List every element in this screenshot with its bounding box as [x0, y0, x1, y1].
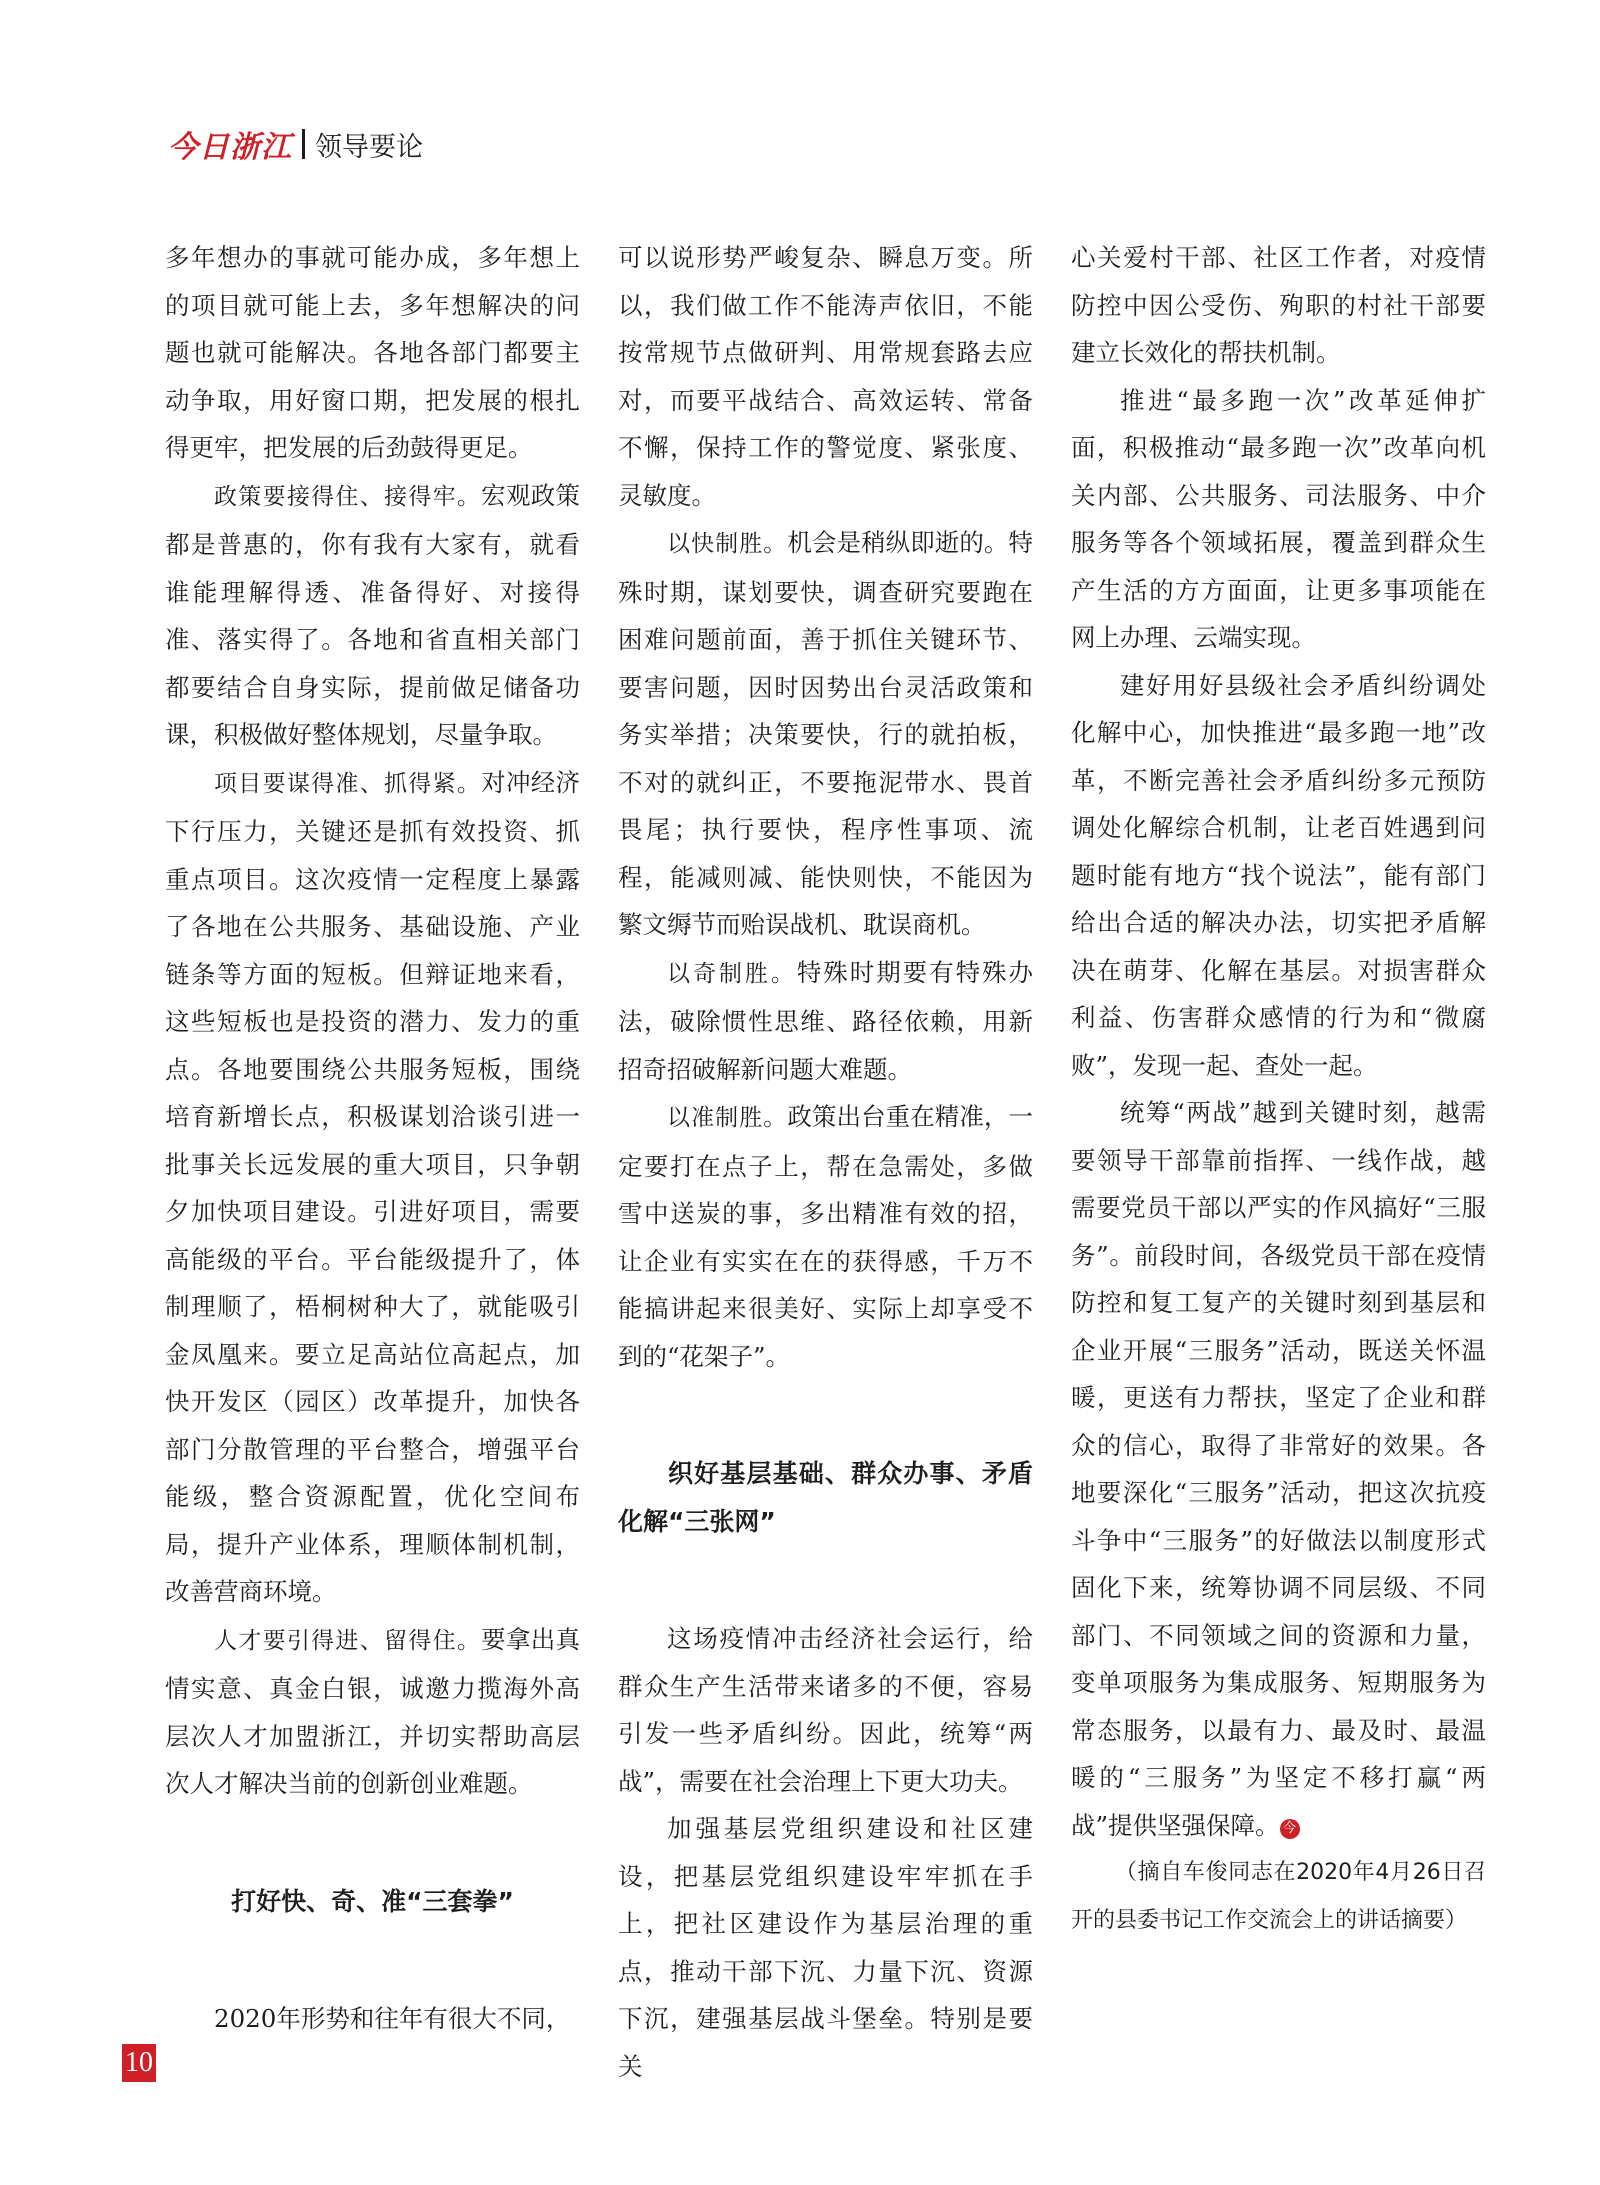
paragraph-lead: 政策要接得住、接得牢。	[214, 483, 482, 510]
masthead	[168, 124, 423, 164]
paragraph	[165, 759, 580, 1616]
source-note: （摘自车俊同志在2020年4月26日召开的县委书记工作交流会上的讲话摘要）	[1071, 1860, 1486, 1933]
paragraph	[165, 1616, 580, 1808]
paragraph-lead: 项目要谋得准、抓得紧。	[214, 770, 482, 797]
section-heading: 打好快、奇、准“三套拳”	[231, 1886, 514, 1916]
paragraph	[618, 519, 1033, 949]
article-column-3	[1071, 234, 1486, 1944]
paragraph: 这场疫情冲击经济社会运行，给群众生产生活带来诸多的不便，容易引发一些矛盾纠纷。因此，统筹“两战”，需要在社会治理上下更大功夫。	[618, 1624, 1033, 1796]
paragraph-body: 机会是稍纵即逝的。特殊时期，谋划要快，调查研究要跑在困难问题前面，善于抓住关键环节、要害问题，因时因势出台灵活政策和务实举措；决策要快，行的就拍板，不对的就纠正，不要拖泥带水、畏首畏尾；执行要快，程序性事项、流程，能减则减、能快则快，不能因为繁文缛节而贻误战机、耽误商机。	[618, 528, 1034, 939]
article-column-2	[618, 234, 1033, 2090]
paragraph: 建好用好县级社会矛盾纠纷调处化解中心，加快推进“最多跑一地”改革，不断完善社会矛盾纠纷多元预防调处化解综合机制，让老百姓遇到问题时能有地方“找个说法”，能有部门给出合适的解决办法，切实把矛盾解决在萌芽、化解在基层。对损害群众利益、伤害群众感情的行为和“微腐败”，发现一起、查处一起。	[1071, 670, 1486, 1080]
paragraph: 推进“最多跑一次”改革延伸扩面，积极推动“最多跑一次”改革向机关内部、公共服务、司法服务、中介服务等各个领域拓展，覆盖到群众生产生活的方方面面，让更多事项能在网上办理、云端实现。	[1071, 385, 1486, 652]
page-number: 10	[122, 2044, 156, 2082]
article-column-1	[165, 234, 580, 2043]
paragraph: 心关爱村干部、社区工作者，对疫情防控中因公受伤、殉职的村社干部要建立长效化的帮扶机制。	[1071, 243, 1486, 367]
magazine-logo: 今日浙江	[168, 130, 292, 165]
paragraph-body: 政策出台重在精准，一定要打在点子上，帮在急需处，多做雪中送炭的事，多出精准有效的招，让企业有实实在在的获得感，千万不能搞讲起来很美好、实际上却享受不到的“花架子”。	[618, 1102, 1034, 1371]
paragraph-lead: 以奇制胜。	[667, 960, 797, 987]
paragraph-body: 对冲经济下行压力，关键还是抓有效投资、抓重点项目。这次疫情一定程度上暴露了各地在公共服务、基础设施、产业链条等方面的短板。但辩证地来看，这些短板也是投资的潜力、发力的重点。各地要围绕公共服务短板，围绕培育新增长点，积极谋划洽谈引进一批事关长远发展的重大项目，只争朝夕加快项目建设。引进好项目，需要高能级的平台。平台能级提升了，体制理顺了，梧桐树种大了，就能吸引金凤凰来。要立足高站位高起点，加快开发区（园区）改革提升，加快各部门分散管理的平台整合，增强平台能级，整合资源配置，优化空间布局，提升产业体系，理顺体制机制，改善营商环境。	[165, 767, 581, 1606]
paragraph-body: 宏观政策都是普惠的，你有我有大家有，就看谁能理解得透、准备得好、对接得准、落实得了。各地和省直相关部门都要结合自身实际，提前做足储备功课，积极做好整体规划，尽量争取。	[165, 480, 581, 749]
masthead-divider	[302, 129, 305, 159]
paragraph	[1071, 1089, 1486, 1849]
paragraph-body: 要拿出真情实意、真金白银，诚邀力揽海外高层次人才加盟浙江，并切实帮助高层次人才解决当前的创新创业难题。	[165, 1624, 581, 1798]
paragraph: 2020年形势和往年有很大不同，	[214, 2004, 571, 2033]
paragraph-lead: 以快制胜。	[667, 531, 788, 557]
section-heading: 织好基层基础、群众办事、矛盾化解“三张网”	[618, 1459, 1033, 1536]
paragraph	[165, 472, 580, 759]
paragraph-body: 统筹“两战”越到关键时刻，越需要领导干部靠前指挥、一线作战，越需要党员干部以严实的作风搞好“三服务”。前段时间，各级党员干部在疫情防控和复工复产的关键时刻到基层和企业开展“三服务”活动，既送关怀温暖，更送有力帮扶，坚定了企业和群众的信心，取得了非常好的效果。各地要深化“三服务”活动，把这次抗疫斗争中“三服务”的好做法以制度形式固化下来，统筹协调不同层级、不同部门、不同领域之间的资源和力量，变单项服务为集成服务、短期服务为常态服务，以最有力、最及时、最温暖的“三服务”为坚定不移打赢“两战”提供坚强保障。	[1071, 1098, 1486, 1840]
paragraph-lead: 以准制胜。	[667, 1105, 788, 1131]
paragraph	[618, 1093, 1033, 1380]
paragraph-body: 特殊时期要有特殊办法，破除惯性思维、路径依赖，用新招奇招破解新问题大难题。	[618, 957, 1034, 1084]
section-title: 领导要论	[315, 131, 423, 163]
paragraph: 可以说形势严峻复杂、瞬息万变。所以，我们做工作不能涛声依旧，不能按常规节点做研判、用常规套路去应对，而要平战结合、高效运转、常备不懈，保持工作的警觉度、紧张度、灵敏度。	[618, 243, 1033, 510]
paragraph	[618, 949, 1033, 1094]
paragraph: 多年想办的事就可能办成，多年想上的项目就可能上去，多年想解决的问题也就可能解决。各地各部门都要主动争取，用好窗口期，把发展的根扎得更牢，把发展的后劲鼓得更足。	[165, 243, 580, 462]
paragraph-lead: 人才要引得进、留得住。	[214, 1627, 482, 1654]
paragraph: 加强基层党组织建设和社区建设，把基层党组织建设牢牢抓在手上，把社区建设作为基层治理的重点，推动干部下沉、力量下沉、资源下沉，建强基层战斗堡垒。特别是要关	[618, 1814, 1033, 2081]
end-mark-icon: 今	[1280, 1819, 1300, 1839]
